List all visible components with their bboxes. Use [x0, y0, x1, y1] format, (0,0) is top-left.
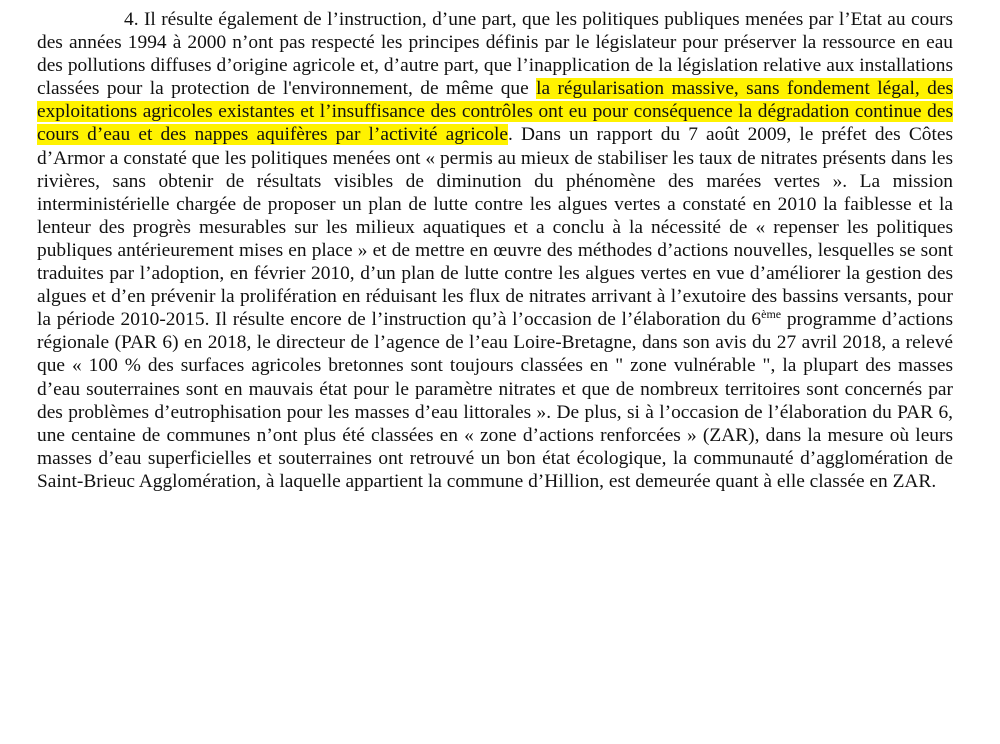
paragraph-text-intro: 4. Il résulte également de l’instruction, d’une part, que les politiques publiques menées par l’Etat au cours des années 1994 à 2000 n’ont pas respecté les principes définis par le législateur pour préserver la ressource en eau des pollutions diffuses d’origine agricole et, d’autre part, que l’inapplication de la législation relative aux installations classées pour la protection de l'environnement, de même que — [37, 9, 953, 100]
ordinal-superscript: ème — [761, 307, 782, 322]
paragraph-text-body: . Dans un rapport du 7 août 2009, le préfet des Côtes d’Armor a constaté que les politiques menées ont « permis au mieux de stabiliser les taux de nitrates présents dans les rivières, sans obtenir de résultats visibles de diminution du phénomène des marées vertes ». La mission interministérielle chargée de proposer un plan de lutte contre les algues vertes a constaté en 2010 la faiblesse et la lenteur des progrès mesurables sur les milieux aquatiques et a conclu à la nécessité de « repenser les politiques publiques antérieurement mises en place » et de mettre en œuvre des méthodes d’actions nouvelles, lesquelles se sont traduites par l’adoption, en février 2010, d’un plan de lutte contre les algues vertes en vue d’améliorer la gestion des algues et d’en prévenir la prolifération en réduisant les flux de nitrates arrivant à l’exutoire des bassins versants, pour la période 2010-2015. Il résulte encore de l’instruction qu’à l’occasion de l’élaboration du 6 — [37, 124, 953, 331]
paragraph-text-conclusion: programme d’actions régionale (PAR 6) en 2018, le directeur de l’agence de l’eau Loire-Bretagne, dans son avis du 27 avril 2018, a relevé que « 100 % des surfaces agricoles bretonnes sont toujours classées en " zone vulnérable ", la plupart des masses d’eau souterraines sont en mauvais état pour le paramètre nitrates et que de nombreux territoires sont concernés par des problèmes d’eutrophisation pour les masses d’eau littorales ». De plus, si à l’occasion de l’élaboration du PAR 6, une centaine de communes n’ont plus été classées en « zone d’actions renforcées » (ZAR), dans la mesure où leurs masses d’eau superficielles et souterraines ont retrouvé un bon état écologique, la communauté d’agglomération de Saint-Brieuc Agglomération, à laquelle appartient la commune d’Hillion, est demeurée quant à elle classée en ZAR. — [37, 309, 954, 492]
highlighted-passage: la régularisation massive, sans fondement légal, des exploitations agricoles existantes et l’insuffisance des contrôles ont eu pour conséquence la dégradation continue des cours d’eau et des nappes aquifères par l’activité agricole — [37, 78, 953, 146]
paragraph-4 — [37, 8, 953, 493]
